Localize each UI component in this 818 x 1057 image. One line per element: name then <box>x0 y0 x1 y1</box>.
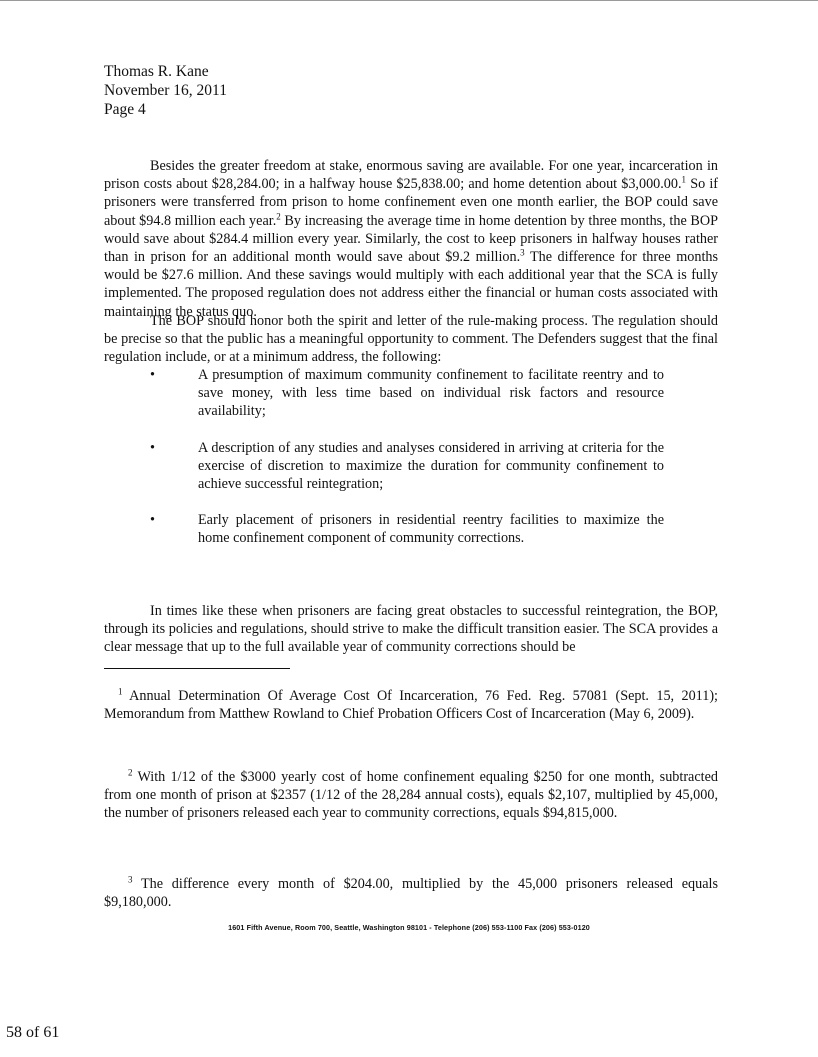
paragraph-rulemaking <box>104 312 718 367</box>
bullet-marker: • <box>150 439 155 456</box>
list-item-text: A description of any studies and analyses considered in arriving at criteria for the exercise of discretion to maximize the duration for community confinement to achieve successful reintegration; <box>198 439 664 493</box>
address-footer: 1601 Fifth Avenue, Room 700, Seattle, Washington 98101 - Telephone (206) 553-1100 Fax (206) 553-0120 <box>228 923 590 932</box>
paragraph-text: In times like these when prisoners are facing great obstacles to successful reintegration, the BOP, through its policies and regulations, should strive to make the difficult transition easier. The SCA provides a clear message that up to the full available year of community corrections should be <box>104 603 718 656</box>
paragraph-savings <box>104 157 718 321</box>
list-item <box>104 366 718 421</box>
footnote-text: Annual Determination Of Average Cost Of Incarceration, 76 Fed. Reg. 57081 (Sept. 15, 2011); Memorandum from Matthew Rowland to Chief Probation Officers Cost of Incarceration (May 6, 2009). <box>104 688 718 723</box>
bullet-list <box>104 366 718 566</box>
footnote-3 <box>104 875 718 911</box>
footnote-ref: 2 <box>276 210 281 221</box>
letter-date: November 16, 2011 <box>104 82 227 99</box>
recipient-name: Thomas R. Kane <box>104 63 209 80</box>
footnote-text: The difference every month of $204.00, multiplied by the 45,000 prisoners released equals $9,180,000. <box>104 876 718 911</box>
footnote-ref: 1 <box>681 174 687 185</box>
footnote-number: 2 <box>128 767 133 778</box>
paragraph-text: Besides the greater freedom at stake, enormous saving are available. For one year, incarceration in prison costs about $28,284.00; in a halfway house $25,838.00; and home detention about $3,000.00. <box>104 158 718 193</box>
footnote-divider <box>104 668 290 669</box>
footnote-2 <box>104 768 718 823</box>
footnote-number: 1 <box>118 686 123 697</box>
footnote-1 <box>104 687 718 723</box>
paragraph-reintegration <box>104 602 718 657</box>
bullet-marker: • <box>150 512 155 529</box>
bullet-marker: • <box>150 367 155 383</box>
list-item-text: A presumption of maximum community confinement to facilitate reentry and to save money, with less time based on individual risk factors and resource availability; <box>198 367 664 420</box>
page-counter: 58 of 61 <box>6 1024 60 1041</box>
paragraph-text: By increasing the average time in home detention by three months, the BOP would save about $284.4 million every year. Similarly, the cost to keep prisoners in halfway houses rather than in prison for an additional month would save about $9.2 million. <box>104 212 718 266</box>
paragraph-text: The BOP should honor both the spirit and letter of the rule-making process. The regulation should be precise so that the public has a meaningful opportunity to comment. The Defenders suggest that the final regulation include, or at a minimum address, the following: <box>104 313 718 366</box>
list-item-text: Early placement of prisoners in residential reentry facilities to maximize the home confinement component of community corrections. <box>198 512 664 547</box>
footnote-number: 3 <box>128 874 133 885</box>
list-item <box>104 511 718 547</box>
top-divider <box>0 0 818 1</box>
list-item <box>104 439 718 494</box>
page-label: Page 4 <box>104 101 146 118</box>
footnote-text: With 1/12 of the $3000 yearly cost of home confinement equaling $250 for one month, subtracted from one month of prison at $2357 (1/12 of the 28,284 annual costs), equals $2,107, multiplied by 45,000, the number of prisoners released each year to community corrections, equals $94,815,000. <box>104 769 718 822</box>
letterhead <box>104 62 227 119</box>
paragraph-text: So if prisoners were transferred from prison to home confinement even one month earlier, the BOP could save about $94.8 million each year. <box>104 176 718 229</box>
footnote-ref: 3 <box>520 247 525 258</box>
paragraph-text: The difference for three months would be $27.6 million. And these savings would multiply with each additional year that the SCA is fully implemented. The proposed regulation does not address either the financial or human costs associated with maintaining the status quo. <box>104 249 718 320</box>
